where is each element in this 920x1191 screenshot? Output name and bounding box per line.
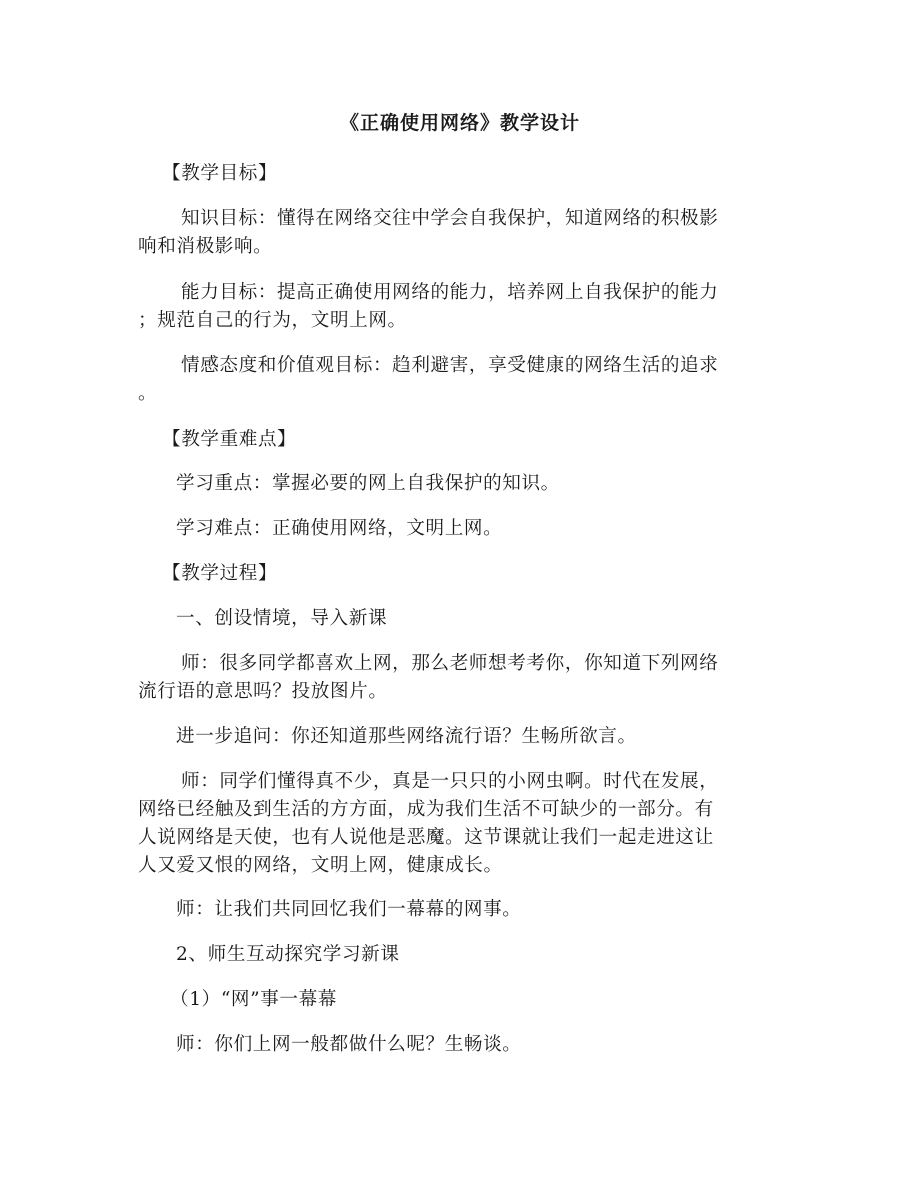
emotion-objective bbox=[138, 352, 778, 408]
text-line: 响和消极影响。 bbox=[138, 236, 273, 257]
teacher-paragraph-3: 师：让我们共同回忆我们一幕幕的网事。 bbox=[176, 899, 522, 920]
text-line: 能力目标：提高正确使用网络的能力，培养网上自我保护的能力 bbox=[181, 282, 719, 303]
text-line: 师：很多同学都喜欢上网，那么老师想考考你，你知道下列网络 bbox=[181, 653, 719, 674]
text-line: 网络已经触及到生活的方方面，成为我们生活不可缺少的一部分。有 bbox=[138, 799, 714, 820]
text-line: 流行语的意思吗？投放图片。 bbox=[138, 681, 388, 702]
learning-focus: 学习重点：掌握必要的网上自我保护的知识。 bbox=[176, 473, 560, 494]
text-line: 人说网络是天使，也有人说他是恶魔。这节课就让我们一起走进这让 bbox=[138, 827, 714, 848]
text-line: 人又爱又恨的网络，文明上网，健康成长。 bbox=[138, 855, 503, 876]
objectives-heading: 【教学目标】 bbox=[162, 163, 278, 184]
teacher-paragraph-1 bbox=[138, 650, 778, 706]
step-two-heading: 2、师生互动探究学习新课 bbox=[176, 944, 400, 965]
knowledge-objective bbox=[138, 205, 778, 261]
text-line: 师：同学们懂得真不少，真是一只只的小网虫啊。时代在发展， bbox=[181, 771, 719, 792]
process-heading: 【教学过程】 bbox=[162, 563, 278, 584]
ability-objective bbox=[138, 279, 778, 335]
learning-difficulty: 学习难点：正确使用网络，文明上网。 bbox=[176, 518, 503, 539]
text-line: 。 bbox=[138, 383, 158, 404]
document-title: 《正确使用网络》教学设计 bbox=[339, 112, 580, 134]
teacher-paragraph-2 bbox=[138, 768, 778, 880]
text-line: 知识目标：懂得在网络交往中学会自我保护，知道网络的积极影 bbox=[181, 208, 719, 229]
key-points-heading: 【教学重难点】 bbox=[162, 429, 297, 450]
follow-up-question: 进一步追问：你还知道那些网络流行语？生畅所欲言。 bbox=[176, 726, 637, 747]
step-one-heading: 一、创设情境，导入新课 bbox=[176, 608, 388, 629]
teacher-paragraph-4: 师：你们上网一般都做什么呢？生畅谈。 bbox=[176, 1034, 522, 1055]
text-line: 情感态度和价值观目标：趋利避害，享受健康的网络生活的追求 bbox=[181, 355, 719, 376]
text-line: ；规范自己的行为，文明上网。 bbox=[138, 310, 407, 331]
sub-section-heading: （1）“网”事一幕幕 bbox=[170, 989, 337, 1010]
